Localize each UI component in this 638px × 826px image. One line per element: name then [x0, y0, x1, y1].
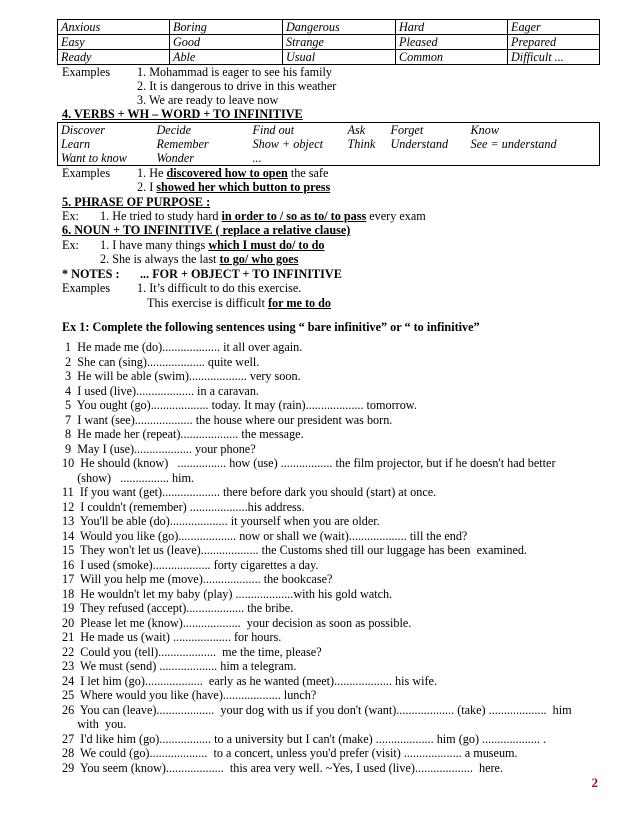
table-cell: Anxious	[58, 20, 170, 35]
ex-label: Ex:	[62, 238, 79, 252]
notes-rule: ... FOR + OBJECT + TO INFINITIVE	[140, 267, 342, 281]
exercise-item: 10 He should (know) ................ how (use) ................. the film projector, but if he doesn't had better	[62, 456, 556, 470]
exercise-item: 2 She can (sing)................... quite well.	[62, 354, 260, 369]
exercise-item: 29 You seem (know)................... this area very well. ~Yes, I used (live)................... here.	[62, 760, 503, 775]
table-cell: Know	[470, 123, 499, 137]
notes-label: * NOTES :	[62, 267, 120, 281]
table-row	[58, 20, 600, 35]
table-cell: Show + object	[252, 137, 324, 151]
table-cell: Strange	[283, 35, 396, 50]
table-cell: Forget	[390, 123, 424, 137]
table-cell: Ready	[58, 50, 170, 65]
exercise-item: 3 He will be able (swim)................... very soon.	[62, 369, 301, 383]
example-emphasis: showed her which button to press	[156, 180, 331, 194]
exercise-item: with you.	[62, 717, 127, 731]
example-line	[100, 252, 298, 267]
exercise-item: 4 I used (live)................... in a caravan.	[62, 383, 259, 398]
section-heading: 4. VERBS + WH – WORD + TO INFINITIVE	[62, 107, 303, 121]
verbs-table	[57, 122, 600, 166]
example-text: the safe	[287, 166, 329, 180]
table-cell: ...	[252, 151, 262, 165]
example-line: 2. It is dangerous to drive in this weather	[137, 79, 337, 93]
table-cell: Common	[396, 50, 508, 65]
table-cell: Pleased	[396, 35, 508, 50]
exercise-item: (show) ................ him.	[62, 470, 195, 485]
exercise-item: 5 You ought (go)................... today. It may (rain)................... tomorrow.	[62, 398, 417, 412]
example-line: 1. It’s difficult to do this exercise.	[137, 281, 302, 295]
exercise-item: 1 He made me (do)................... it all over again.	[62, 340, 303, 354]
table-cell: Able	[170, 50, 283, 65]
example-emphasis: which I must do/ to do	[208, 238, 325, 252]
table-cell: Think	[347, 137, 376, 151]
exercise-item: 9 May I (use)................... your phone?	[62, 441, 256, 456]
section-heading: 6. NOUN + TO INFINITIVE ( replace a relative clause)	[62, 223, 351, 237]
table-cell: Easy	[58, 35, 170, 50]
ex-label: Ex:	[62, 209, 79, 223]
table-row	[58, 35, 600, 50]
table-cell: Hard	[396, 20, 508, 35]
table-cell: Boring	[170, 20, 283, 35]
examples-label: Examples	[62, 281, 111, 295]
example-line	[137, 180, 330, 195]
exercise-item: 24 I let him (go)................... early as he wanted (meet)................... his wife.	[62, 673, 438, 688]
exercise-item: 17 Will you help me (move)................... the bookcase?	[62, 572, 333, 586]
exercise-item: 16 I used (smoke)................... forty cigarettes a day.	[62, 557, 319, 572]
example-text: every exam	[366, 209, 426, 223]
table-cell: Want to know	[61, 151, 127, 165]
table-row	[58, 137, 600, 151]
exercise-item: 22 Could you (tell)................... me the time, please?	[62, 644, 322, 659]
exercise-item: 18 He wouldn't let my baby (play) ...................with his gold watch.	[62, 586, 393, 601]
table-cell: Good	[170, 35, 283, 50]
exercise-item: 12 I couldn't (remember) ...................his address.	[62, 499, 305, 514]
example-emphasis: to go/ who goes	[219, 252, 299, 266]
table-cell: Find out	[252, 123, 295, 137]
example-line: 1. Mohammad is eager to see his family	[137, 65, 332, 79]
table-cell: Decide	[156, 123, 192, 137]
exercise-item: 15 They won't let us (leave)................... the Customs shed till our luggage has been examined.	[62, 543, 528, 557]
table-row	[58, 151, 600, 166]
table-cell	[345, 151, 388, 166]
exercise-list	[62, 340, 622, 775]
table-cell: Wonder	[156, 151, 194, 165]
example-text: 1. I have many things	[100, 238, 209, 252]
examples-label: Examples	[62, 166, 111, 180]
table-cell: Remember	[156, 137, 209, 151]
example-text: 2. She is always the last	[100, 252, 220, 266]
example-text: 2. I	[137, 180, 157, 194]
exercise-item: 28 We could (go)................... to a concert, unless you'd prefer (visit) ................... a museum.	[62, 746, 518, 760]
table-cell: Discover	[61, 123, 105, 137]
exercise-item: 26 You can (leave)................... your dog with us if you don't (want)................... (take) ................... him	[62, 702, 572, 717]
table-cell: Prepared	[508, 35, 600, 50]
table-cell: Dangerous	[283, 20, 396, 35]
table-cell	[388, 151, 468, 166]
example-line	[147, 296, 331, 311]
exercise-item: 27 I'd like him (go)................. to a university but I can't (make) ................... him (go) ................... .	[62, 731, 547, 746]
example-line	[137, 166, 328, 181]
exercise-item: 23 We must (send) ................... him a telegram.	[62, 659, 297, 673]
exercise-item: 8 He made her (repeat)................... the message.	[62, 427, 304, 441]
table-cell	[468, 151, 600, 166]
example-line	[100, 209, 426, 224]
example-text: 1. He tried to study hard	[100, 209, 222, 223]
table-cell: Understand	[390, 137, 449, 151]
page-number: 2	[591, 775, 598, 790]
example-line	[100, 238, 324, 253]
table-cell: Ask	[347, 123, 366, 137]
example-emphasis: in order to / so as to/ to pass	[221, 209, 367, 223]
section-heading: 5. PHRASE OF PURPOSE :	[62, 195, 211, 209]
exercise-item: 25 Where would you like (have)................... lunch?	[62, 688, 317, 702]
exercise-item: 11 If you want (get)................... there before dark you should (start) at once.	[62, 485, 437, 499]
example-line: 3. We are ready to leave now	[137, 93, 279, 107]
table-cell: Usual	[283, 50, 396, 65]
exercise-item: 19 They refused (accept)................... the bribe.	[62, 601, 294, 615]
examples-label: Examples	[62, 65, 111, 79]
exercise-item: 13 You'll be able (do)................... it yourself when you are older.	[62, 514, 380, 528]
exercise-item: 14 Would you like (go)................... now or shall we (wait)................... till the end?	[62, 528, 468, 543]
exercise-item: 7 I want (see)................... the house where our president was born.	[62, 412, 393, 427]
adjectives-table	[57, 19, 600, 65]
table-cell: See = understand	[470, 137, 557, 151]
example-emphasis: for me to do	[267, 296, 332, 310]
table-row	[58, 50, 600, 65]
table-cell: Difficult ...	[508, 50, 600, 65]
table-cell: Eager	[508, 20, 600, 35]
table-row	[58, 123, 600, 138]
table-cell: Learn	[61, 137, 91, 151]
example-text: 1. He	[137, 166, 167, 180]
example-emphasis: discovered how to open	[166, 166, 288, 180]
exercise-title: Ex 1: Complete the following sentences using “ bare infinitive” or “ to infinitive”	[62, 320, 480, 334]
example-text: This exercise is difficult	[147, 296, 268, 310]
exercise-item: 20 Please let me (know)................... your decision as soon as possible.	[62, 615, 412, 630]
exercise-item: 21 He made us (wait) ................... for hours.	[62, 630, 282, 644]
